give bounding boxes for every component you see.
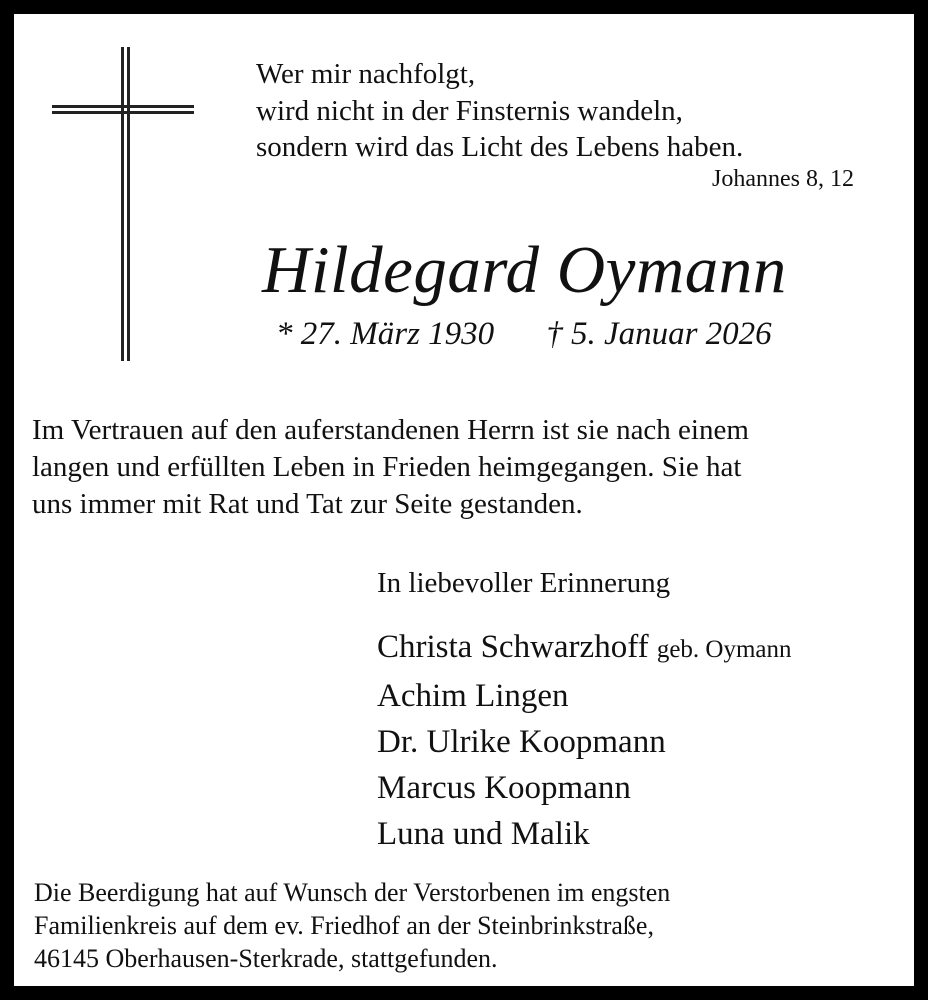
mourner-first-name: Christa Schwarzhoff [377, 629, 649, 665]
mourners-list [377, 624, 792, 857]
message-line: langen und erfüllten Leben in Frieden heimgegangen. Sie hat [32, 451, 742, 483]
obituary-notice [14, 14, 914, 986]
mourner-name: Marcus Koopmann [377, 770, 631, 806]
obituary-message [32, 412, 749, 523]
mourner-name: Luna und Malik [377, 816, 590, 852]
funeral-line: Die Beerdigung hat auf Wunsch der Verstorbenen im engsten [34, 878, 671, 907]
verse-line: sondern wird das Licht des Lebens haben. [256, 131, 744, 163]
birth-date: * 27. März 1930 [276, 316, 495, 352]
verse-reference: Johannes 8, 12 [712, 166, 854, 192]
life-dates [276, 316, 772, 353]
mourner-maiden-name: geb. Oymann [656, 636, 792, 663]
bible-verse [256, 56, 743, 166]
mourner-name: Achim Lingen [377, 678, 569, 714]
funeral-notice [34, 876, 670, 975]
message-line: uns immer mit Rat und Tat zur Seite gestanden. [32, 488, 583, 520]
mourner-name [377, 624, 792, 673]
funeral-line: 46145 Oberhausen-Sterkrade, stattgefunden. [34, 944, 498, 973]
mourner-name: Dr. Ulrike Koopmann [377, 724, 666, 760]
deceased-name: Hildegard Oymann [262, 233, 787, 307]
death-date: † 5. Januar 2026 [546, 316, 772, 352]
cross-icon [52, 47, 194, 361]
verse-line: wird nicht in der Finsternis wandeln, [256, 94, 683, 127]
message-line: Im Vertrauen auf den auferstandenen Herrn ist sie nach einem [32, 414, 749, 446]
funeral-line: Familienkreis auf dem ev. Friedhof an der Steinbrinkstraße, [34, 911, 654, 940]
memory-label: In liebevoller Erinnerung [377, 567, 671, 599]
verse-line: Wer mir nachfolgt, [256, 58, 476, 90]
